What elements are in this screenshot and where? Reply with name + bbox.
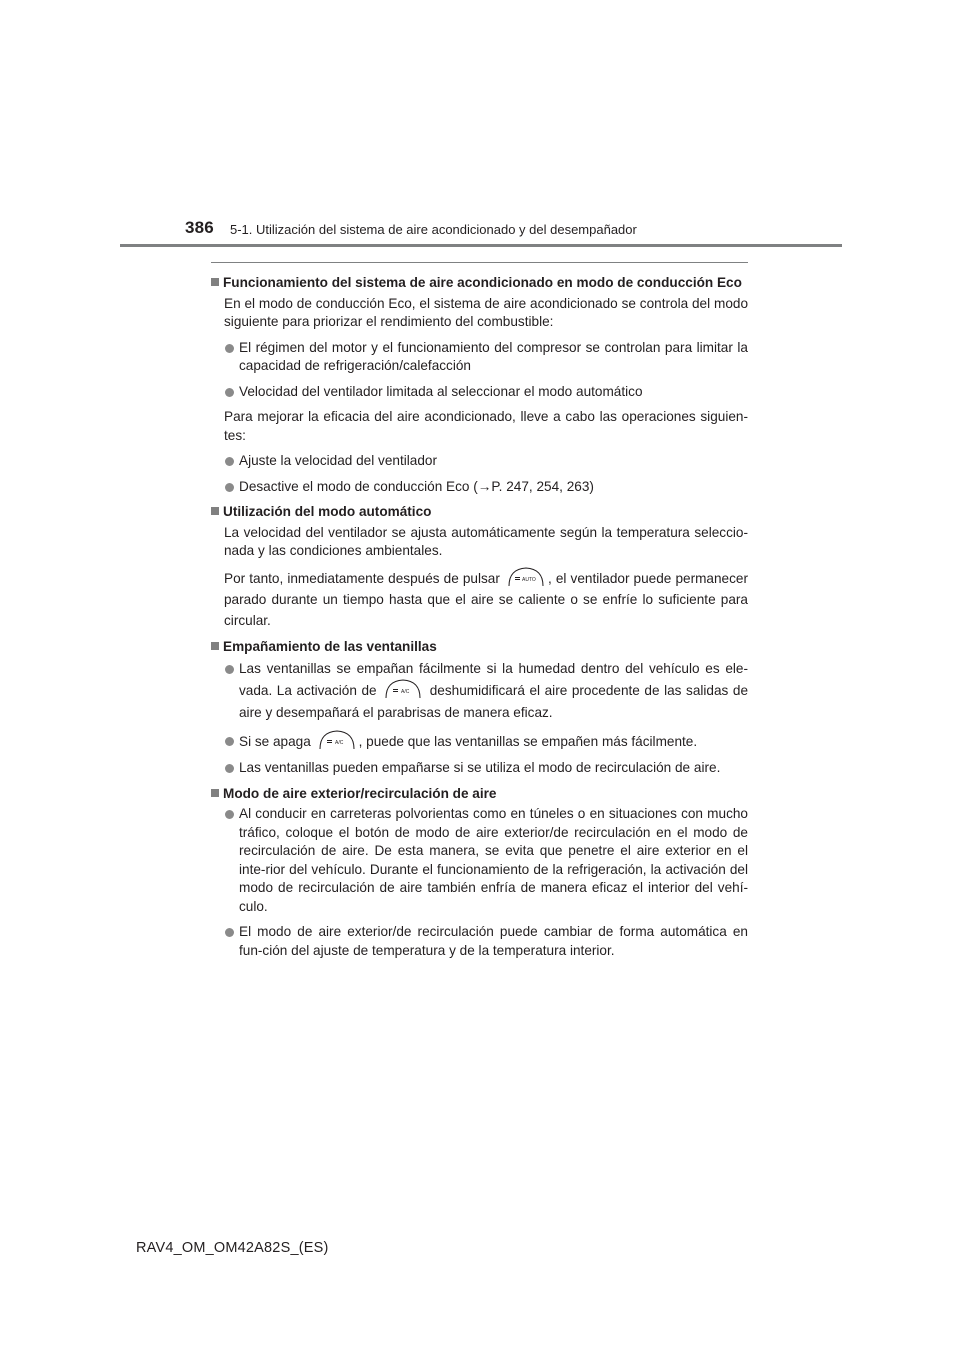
auto-button-label: AUTO (521, 576, 536, 583)
paragraph-text: Por tanto, inmediatamente después de pulsar (224, 570, 500, 586)
square-bullet-icon (211, 789, 219, 797)
section-eco-mode (211, 274, 748, 496)
document-code: RAV4_OM_OM42A82S_(ES) (136, 1240, 329, 1256)
round-bullet-icon (225, 737, 234, 746)
page-number: 386 (185, 218, 214, 237)
paragraph: En el modo de conducción Eco, el sistema de aire acondicionado se controla del modo siguiente para priorizar el rendimiento del combustible: (224, 295, 748, 329)
list-item (211, 383, 748, 402)
section-heading-text: Empañamiento de las ventanillas (223, 638, 437, 654)
list-item (211, 658, 748, 724)
square-bullet-icon (211, 278, 219, 286)
round-bullet-icon (225, 928, 234, 937)
list-item (211, 339, 748, 376)
list-item (211, 478, 748, 497)
section-heading-text: Utilización del modo automático (223, 504, 432, 519)
section-heading (211, 638, 748, 657)
list-item-text: Ajuste la velocidad del ventilador (239, 453, 437, 468)
round-bullet-icon (225, 388, 234, 397)
ac-button-label: A/C (334, 740, 343, 747)
list-item-text: El modo de aire exterior/de recirculación puede cambiar de forma automática en fun-ción del ajuste de temperatura y de la temperatura interior. (239, 924, 748, 958)
list-item (211, 805, 748, 916)
list-item-text: deshumidificará el aire procedente de las salidas de aire y desempañará el parabrisas de manera eficaz. (239, 683, 749, 720)
paragraph: La velocidad del ventilador se ajusta automáticamente según la temperatura seleccio-nada y las condiciones ambientales. (224, 524, 748, 558)
section-heading (211, 785, 748, 804)
list-item-text: Si se apaga (239, 734, 311, 749)
section-heading-text: Funcionamiento del sistema de aire acondicionado en modo de conducción Eco (223, 275, 742, 290)
section-heading-text: Modo de aire exterior/recirculación de aire (223, 785, 497, 801)
round-bullet-icon (225, 457, 234, 466)
square-bullet-icon (211, 642, 219, 650)
round-bullet-icon (225, 344, 234, 353)
list-item-text: Las ventanillas se empañan fácilmente si la humedad dentro del vehículo es ele-vada. La activación de (239, 661, 748, 698)
chapter-title: 5-1. Utilización del sistema de aire acondicionado y del desempañador (230, 222, 637, 237)
square-bullet-icon (211, 507, 219, 515)
round-bullet-icon (225, 810, 234, 819)
list-item-text: Al conducir en carreteras polvorientas como en túneles o en situaciones con mucho tráfico, coloque el botón de modo de aire exterior/de recirculación en el modo de recirculación de aire. De esta manera, se evita que penetre el aire exterior en el inte-rior del vehículo. Durante el funcionamiento de la refrigeración, la activación del modo de recirculación de aire también enfría de manera eficaz el interior del vehí-culo. (239, 806, 748, 914)
content-divider (211, 262, 748, 263)
list-item (211, 759, 748, 778)
list-item (211, 923, 748, 960)
ac-button-icon (318, 729, 356, 751)
ac-button-icon (384, 678, 422, 700)
section-recirculation (211, 785, 748, 961)
section-heading (211, 503, 748, 522)
list-item-text: Las ventanillas pueden empañarse si se utiliza el modo de recirculación de aire. (239, 760, 721, 775)
list-item-text: , puede que las ventanillas se empañen más fácilmente. (358, 734, 698, 749)
section-auto-mode (211, 503, 748, 631)
round-bullet-icon (225, 483, 234, 492)
list-item-text: Velocidad del ventilador limitada al seleccionar el modo automático (239, 383, 643, 399)
header-divider (120, 244, 842, 247)
page-content (211, 270, 748, 967)
list-item (211, 452, 748, 471)
paragraph (211, 568, 748, 631)
ac-button-label: A/C (401, 689, 410, 696)
paragraph-text: , el ventilador puede permanecer parado durante un tiempo hasta que el aire se caliente o se enfríe lo suficiente para circular. (224, 570, 748, 628)
list-item-text: El régimen del motor y el funcionamiento del compresor se controlan para limitar la capacidad de refrigeración/calefacción (239, 339, 748, 373)
section-window-fogging (211, 638, 748, 778)
list-item (211, 731, 748, 752)
auto-button-icon (507, 566, 545, 588)
section-heading (211, 274, 748, 293)
paragraph: Para mejorar la eficacia del aire acondicionado, lleve a cabo las operaciones siguien-tes: (224, 409, 748, 443)
round-bullet-icon (225, 764, 234, 773)
round-bullet-icon (225, 665, 234, 674)
list-item-text: Desactive el modo de conducción Eco (→P. 247, 254, 263) (239, 478, 594, 494)
